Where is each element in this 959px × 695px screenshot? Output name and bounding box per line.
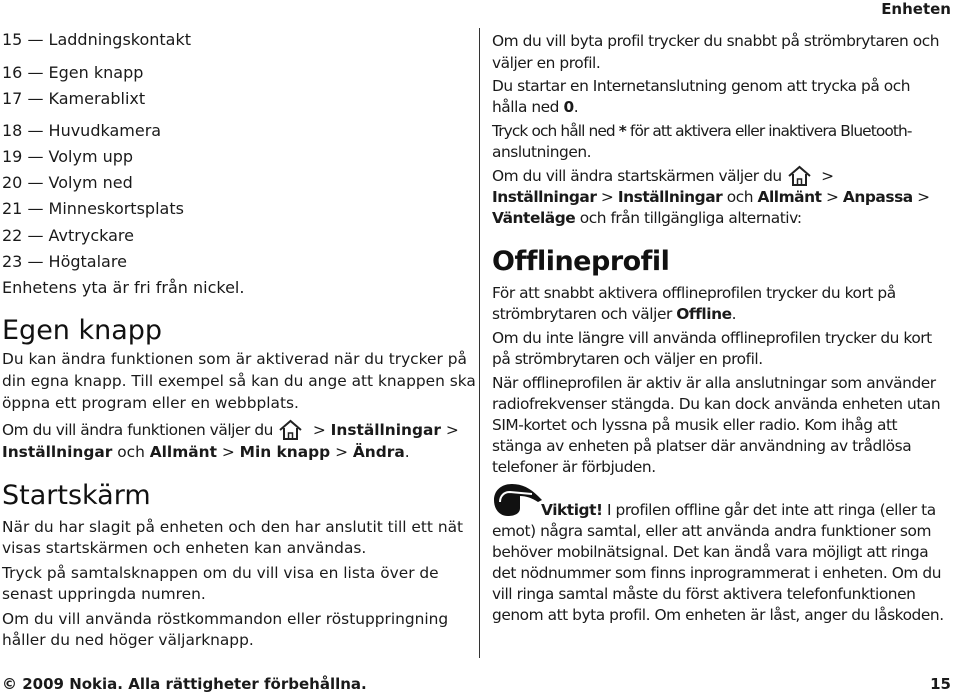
home-screen-text-line: Tryck på samtalsknappen om du vill visa en lista över de xyxy=(2,564,439,582)
custom-key-heading: Egen knapp xyxy=(2,315,163,346)
list-item: 17 — Kamerablixt xyxy=(2,89,146,108)
custom-key-instruction-line: Inställningar och Allmänt > Min knapp > Ändra. xyxy=(2,443,410,461)
custom-key-text-line: din egna knapp. Till exempel så kan du ange att knappen ska xyxy=(2,372,476,390)
list-item: 18 — Huvudkamera xyxy=(2,121,162,140)
offline-profile-heading: Offlineprofil xyxy=(492,246,670,277)
offline-text-line: Om du inte längre vill använda offlineprofilen trycker du kort xyxy=(492,329,932,347)
menu-path-settings: Inställningar xyxy=(330,421,441,439)
important-hand-icon xyxy=(492,480,544,520)
home-screen-heading: Startskärm xyxy=(2,480,151,511)
column-divider xyxy=(479,28,480,658)
home-icon xyxy=(277,419,304,441)
menu-path-settings: Inställningar xyxy=(2,443,113,461)
offline-text-line: stänga av enheten på platser där användning av trådlösa xyxy=(492,437,912,455)
home-screen-setting-line: Vänteläge och från tillgängliga alternativ: xyxy=(492,209,802,227)
internet-text-line: hålla ned 0. xyxy=(492,98,579,116)
home-screen-text-line: Om du vill använda röstkommandon eller röstuppringning xyxy=(2,610,449,628)
important-note-line: vill ringa samtal måste du först aktivera telefonfunktionen xyxy=(492,585,916,603)
list-item: 21 — Minneskortsplats xyxy=(2,199,184,218)
footer-copyright: © 2009 Nokia. Alla rättigheter förbehållna. xyxy=(2,675,367,693)
home-screen-setting-line: Inställningar > Inställningar och Allmänt > Anpassa > xyxy=(492,188,930,206)
menu-path-change: Ändra xyxy=(352,443,405,461)
home-icon xyxy=(786,165,813,187)
list-item: 20 — Volym ned xyxy=(2,173,133,192)
offline-text-line: SIM-kortet och lyssna på musik eller radio. Kom ihåg att xyxy=(492,416,898,434)
list-item: 19 — Volym upp xyxy=(2,147,134,166)
page-header-section: Enheten xyxy=(881,0,951,18)
list-item: 15 — Laddningskontakt xyxy=(2,30,192,49)
list-item: 16 — Egen knapp xyxy=(2,63,144,82)
custom-key-text-line: Du kan ändra funktionen som är aktiverad när du trycker på xyxy=(2,350,467,368)
important-note-line: det nödnummer som finns inprogrammerat i enheten. Om du xyxy=(492,564,942,582)
bluetooth-text-line: Tryck och håll ned * för att aktivera eller inaktivera Bluetooth- xyxy=(492,122,912,140)
offline-text-line: radiofrekvenser stängda. Du kan dock använda enheten utan xyxy=(492,395,941,413)
profile-text-line: Om du vill byta profil trycker du snabbt på strömbrytaren och xyxy=(492,32,940,50)
home-screen-setting-line: Om du vill ändra startskärmen väljer du > xyxy=(492,167,834,185)
offline-text-line: på strömbrytaren och väljer en profil. xyxy=(492,350,763,368)
home-screen-text-line: När du har slagit på enheten och den har anslutit till ett nät xyxy=(2,518,464,536)
bluetooth-text-line: anslutningen. xyxy=(492,143,592,161)
important-label: Viktigt! xyxy=(541,501,603,519)
list-item: 22 — Avtryckare xyxy=(2,226,134,245)
home-screen-text-line: senast uppringda numren. xyxy=(2,585,206,603)
page-number: 15 xyxy=(930,675,951,693)
offline-text-line: För att snabbt aktivera offlineprofilen trycker du kort på xyxy=(492,284,896,302)
offline-text-line: När offlineprofilen är aktiv är alla anslutningar som använder xyxy=(492,374,936,392)
home-screen-text-line: håller du ned höger väljarknapp. xyxy=(2,631,254,649)
custom-key-instruction-line: Om du vill ändra funktionen väljer du > Inställningar > xyxy=(2,421,459,439)
profile-text-line: väljer en profil. xyxy=(492,54,601,72)
home-screen-text-line: visas startskärmen och enheten kan användas. xyxy=(2,539,367,557)
offline-text-line: telefoner är förbjuden. xyxy=(492,458,656,476)
important-note-line: genom att byta profil. Om enheten är låst, anger du låskoden. xyxy=(492,606,944,624)
important-note-line: emot) några samtal, eller att använda andra funktioner som xyxy=(492,522,932,540)
important-note-line: behöver mobilnätsignal. Det kan ändå vara möjligt att ringa xyxy=(492,543,929,561)
important-note-line: Viktigt! I profilen offline går det inte att ringa (eller ta xyxy=(541,501,936,519)
menu-path-my-key: Min knapp xyxy=(239,443,331,461)
internet-text-line: Du startar en Internetanslutning genom att trycka på och xyxy=(492,77,911,95)
instruction-text: Om du vill ändra funktionen väljer du xyxy=(2,421,273,439)
nickel-note: Enhetens yta är fri från nickel. xyxy=(2,278,245,297)
offline-text-line: strömbrytaren och väljer Offline. xyxy=(492,305,737,323)
list-item: 23 — Högtalare xyxy=(2,252,127,271)
menu-path-general: Allmänt xyxy=(149,443,217,461)
custom-key-text-line: öppna ett program eller en webbplats. xyxy=(2,394,299,412)
